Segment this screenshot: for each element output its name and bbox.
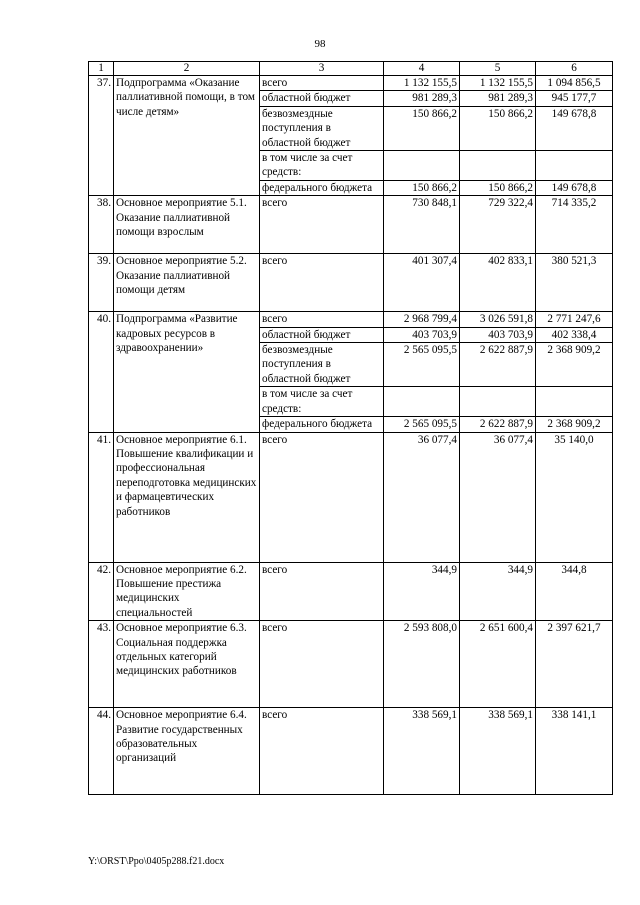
value-col-4: 2 565 095,5 (384, 417, 460, 432)
row-number: 37. (89, 76, 114, 196)
row-number: 39. (89, 254, 114, 312)
table-row (89, 708, 613, 795)
funding-source: всего (260, 312, 384, 327)
header-col-5: 5 (460, 62, 536, 76)
value-col-4: 344,9 (384, 562, 460, 621)
value-col-4: 981 289,3 (384, 91, 460, 106)
value-col-5: 2 622 887,9 (460, 417, 536, 432)
funding-source: всего (260, 196, 384, 254)
table-row (89, 76, 613, 91)
program-name: Основное мероприятие 5.1. Оказание паллиативной помощи взрослым (114, 196, 260, 254)
value-col-5: 150 866,2 (460, 106, 536, 150)
funding-source: всего (260, 254, 384, 312)
value-col-4: 730 848,1 (384, 196, 460, 254)
header-col-1: 1 (89, 62, 114, 76)
table-row (89, 254, 613, 312)
value-col-6: 35 140,0 (536, 432, 613, 562)
funding-source: безвозмездные поступления в областной бюджет (260, 343, 384, 387)
value-col-6: 2 368 909,2 (536, 343, 613, 387)
header-row (89, 62, 613, 76)
value-col-4: 338 569,1 (384, 708, 460, 795)
row-number: 41. (89, 432, 114, 562)
value-col-4: 2 968 799,4 (384, 312, 460, 327)
value-col-6: 2 397 621,7 (536, 621, 613, 708)
value-col-6 (536, 387, 613, 417)
value-col-6: 149 678,8 (536, 106, 613, 150)
value-col-4: 403 703,9 (384, 327, 460, 342)
value-col-5: 981 289,3 (460, 91, 536, 106)
value-col-5: 2 622 887,9 (460, 343, 536, 387)
funding-source: федерального бюджета (260, 180, 384, 195)
funding-source: всего (260, 76, 384, 91)
value-col-5: 402 833,1 (460, 254, 536, 312)
value-col-4 (384, 387, 460, 417)
funding-source: областной бюджет (260, 327, 384, 342)
funding-source: областной бюджет (260, 91, 384, 106)
value-col-6: 380 521,3 (536, 254, 613, 312)
value-col-5: 403 703,9 (460, 327, 536, 342)
funding-source: всего (260, 621, 384, 708)
table-row (89, 312, 613, 327)
row-number: 43. (89, 621, 114, 708)
value-col-4: 2 565 095,5 (384, 343, 460, 387)
value-col-4: 2 593 808,0 (384, 621, 460, 708)
funding-source: безвозмездные поступления в областной бюджет (260, 106, 384, 150)
program-name: Подпрограмма «Оказание паллиативной помощи, в том числе детям» (114, 76, 260, 196)
value-col-5: 338 569,1 (460, 708, 536, 795)
value-col-4: 150 866,2 (384, 180, 460, 195)
program-name: Подпрограмма «Развитие кадровых ресурсов в здравоохранении» (114, 312, 260, 432)
funding-source: в том числе за счет средств: (260, 151, 384, 181)
value-col-5: 344,9 (460, 562, 536, 621)
row-number: 38. (89, 196, 114, 254)
program-name: Основное мероприятие 6.1. Повышение квалификации и профессиональная переподготовка медицинских и фармацевтических работников (114, 432, 260, 562)
header-col-6: 6 (536, 62, 613, 76)
value-col-4 (384, 151, 460, 181)
value-col-6: 402 338,4 (536, 327, 613, 342)
program-name: Основное мероприятие 6.4. Развитие государственных образовательных организаций (114, 708, 260, 795)
header-col-2: 2 (114, 62, 260, 76)
budget-table (88, 61, 613, 795)
row-number: 44. (89, 708, 114, 795)
value-col-6: 149 678,8 (536, 180, 613, 195)
table-row (89, 432, 613, 562)
funding-source: всего (260, 708, 384, 795)
value-col-6: 2 368 909,2 (536, 417, 613, 432)
value-col-6: 714 335,2 (536, 196, 613, 254)
page-number: 98 (314, 38, 326, 50)
funding-source: федерального бюджета (260, 417, 384, 432)
program-name: Основное мероприятие 6.3. Социальная поддержка отдельных категорий медицинских работников (114, 621, 260, 708)
funding-source: всего (260, 432, 384, 562)
value-col-5: 2 651 600,4 (460, 621, 536, 708)
value-col-6: 2 771 247,6 (536, 312, 613, 327)
file-path: Y:\ORST\Ppo\0405p288.f21.docx (88, 856, 225, 867)
value-col-5: 1 132 155,5 (460, 76, 536, 91)
funding-source: в том числе за счет средств: (260, 387, 384, 417)
value-col-6: 945 177,7 (536, 91, 613, 106)
row-number: 40. (89, 312, 114, 432)
value-col-5 (460, 151, 536, 181)
value-col-4: 1 132 155,5 (384, 76, 460, 91)
value-col-4: 36 077,4 (384, 432, 460, 562)
value-col-6: 344,8 (536, 562, 613, 621)
row-number: 42. (89, 562, 114, 621)
value-col-5 (460, 387, 536, 417)
table-row (89, 562, 613, 621)
value-col-5: 3 026 591,8 (460, 312, 536, 327)
funding-source: всего (260, 562, 384, 621)
value-col-5: 36 077,4 (460, 432, 536, 562)
value-col-6 (536, 151, 613, 181)
value-col-4: 401 307,4 (384, 254, 460, 312)
value-col-4: 150 866,2 (384, 106, 460, 150)
value-col-5: 729 322,4 (460, 196, 536, 254)
table-row (89, 196, 613, 254)
value-col-6: 1 094 856,5 (536, 76, 613, 91)
header-col-4: 4 (384, 62, 460, 76)
value-col-6: 338 141,1 (536, 708, 613, 795)
header-col-3: 3 (260, 62, 384, 76)
value-col-5: 150 866,2 (460, 180, 536, 195)
program-name: Основное мероприятие 5.2. Оказание паллиативной помощи детям (114, 254, 260, 312)
table-row (89, 621, 613, 708)
program-name: Основное мероприятие 6.2. Повышение престижа медицинских специальностей (114, 562, 260, 621)
